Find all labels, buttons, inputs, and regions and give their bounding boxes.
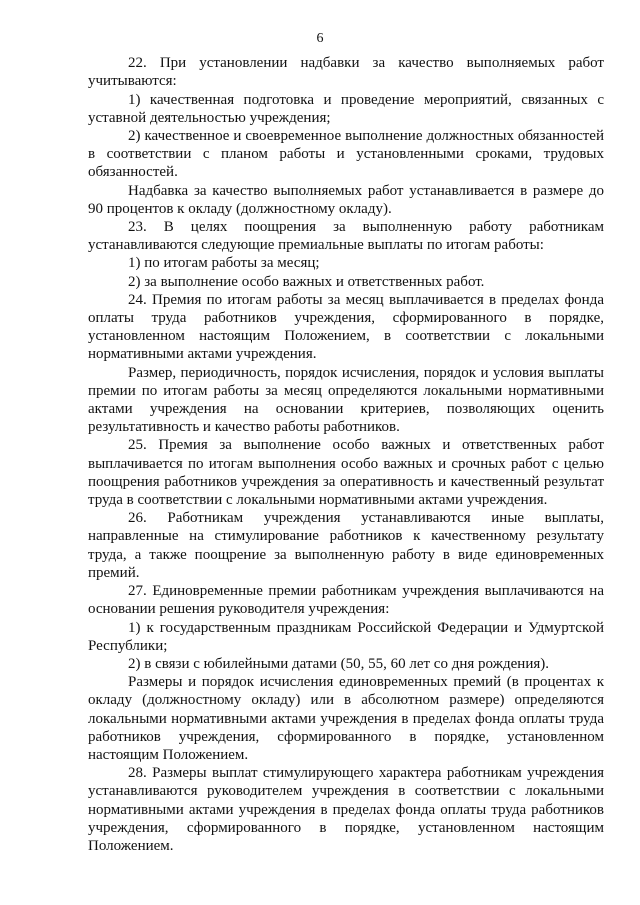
list-item: 2) за выполнение особо важных и ответственных работ. xyxy=(128,273,485,290)
paragraph: Размер, периодичность, порядок исчисления, порядок и условия выплаты премии по итогам работы за месяц определяются локальными нормативными актами учреждения на основании критериев, позволяющих оценить результативность и качество работы работников. xyxy=(88,364,604,436)
paragraph-26: 26. Работникам учреждения устанавливаются иные выплаты, направленные на стимулирование работников к качественному результату труда, а также поощрение за выполненную работу в виде единовременных премий. xyxy=(88,510,604,581)
paragraph-25: 25. Премия за выполнение особо важных и ответственных работ выплачивается по итогам выполнения особо важных и срочных работ с целью поощрения работников учреждения за оперативность и качественный результат труда в соответствии с локальными нормативными актами учреждения. xyxy=(88,437,604,509)
list-item: 1) по итогам работы за месяц; xyxy=(128,255,320,272)
paragraph-27: 27. Единовременные премии работникам учреждения выплачиваются на основании решения руководителя учреждения: xyxy=(88,583,604,618)
list-item: 2) качественное и своевременное выполнение должностных обязанностей в соответствии с планом работы и установленными сроками, трудовых обязанностей. xyxy=(88,128,604,181)
paragraph: Надбавка за качество выполняемых работ устанавливается в размере до 90 процентов к окладу (должностному окладу). xyxy=(88,182,604,217)
paragraph-23: 23. В целях поощрения за выполненную работу работникам устанавливаются следующие премиальные выплаты по итогам работы: xyxy=(88,219,604,254)
list-item: 1) к государственным праздникам Российской Федерации и Удмуртской Республики; xyxy=(88,619,604,654)
paragraph: Размеры и порядок исчисления единовременных премий (в процентах к окладу (должностному окладу) или в абсолютном размере) определяются локальными нормативными актами учреждения в пределах фонда оплаты труда работников учреждения, сформированного в порядке, установленном настоящим Положением. xyxy=(88,674,604,763)
list-item: 1) качественная подготовка и проведение мероприятий, связанных с уставной деятельностью учреждения; xyxy=(88,91,604,126)
list-item: 2) в связи с юбилейными датами (50, 55, 60 лет со дня рождения). xyxy=(128,655,549,672)
paragraph-24: 24. Премия по итогам работы за месяц выплачивается в пределах фонда оплаты труда работников учреждения, сформированного в порядке, установленном настоящим Положением, в соответствии с локальными нормативными актами учреждения. xyxy=(88,291,604,363)
page-number: 6 xyxy=(316,31,324,46)
paragraph-28: 28. Размеры выплат стимулирующего характера работникам учреждения устанавливаются руководителем учреждения в соответствии с локальными нормативными актами учреждения в пределах фонда оплаты труда работников учреждения, сформированного в порядке, установленном настоящим Положением. xyxy=(88,765,604,854)
paragraph-22: 22. При установлении надбавки за качество выполняемых работ учитываются: xyxy=(88,55,604,90)
document-body xyxy=(88,54,604,855)
